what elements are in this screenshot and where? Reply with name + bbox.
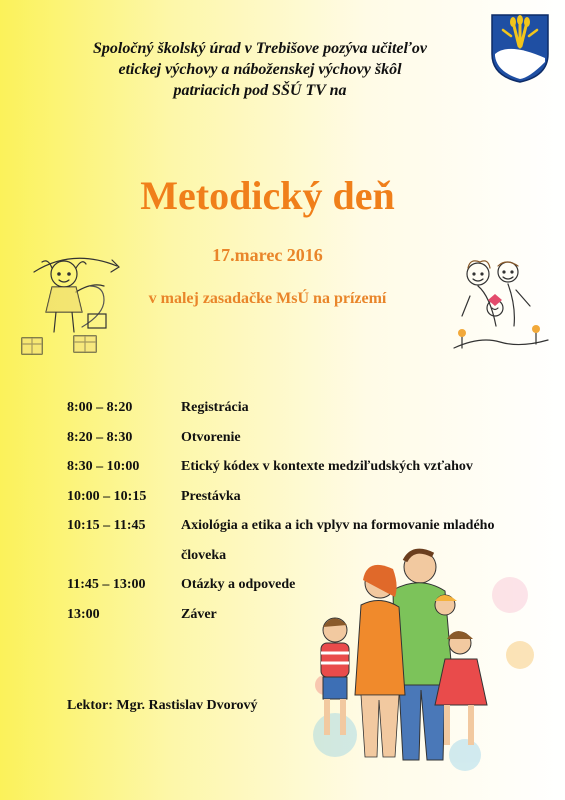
schedule-row — [67, 457, 537, 487]
schedule-row — [67, 398, 537, 428]
event-place: v malej zasadačke MsÚ na prízemí — [148, 290, 387, 307]
schedule-time — [67, 546, 181, 576]
schedule-time: 11:45 – 13:00 — [67, 577, 146, 592]
event-date: 17.marec 2016 — [212, 245, 323, 265]
family-illustration — [295, 535, 545, 785]
coat-of-arms-icon — [489, 12, 551, 84]
schedule-item: Prestávka — [181, 488, 241, 504]
lector-line: Lektor: Mgr. Rastislav Dvorový — [67, 698, 258, 713]
schedule-item: Otázky a odpovede — [181, 577, 296, 592]
schedule-row — [67, 487, 537, 517]
schedule-item: Axiológia a etika a ich vplyv na formovanie mladého — [181, 518, 495, 533]
schedule-time: 10:00 – 10:15 — [67, 488, 147, 504]
schedule-time: 8:30 – 10:00 — [67, 459, 140, 474]
schedule-item: Záver — [181, 606, 217, 622]
child-with-gifts-illustration — [12, 252, 132, 362]
schedule-time: 10:15 – 11:45 — [67, 518, 146, 533]
header-line: Spoločný školský úrad v Trebišove pozýva učiteľov — [93, 40, 427, 57]
schedule-time: 8:20 – 8:30 — [67, 429, 133, 445]
schedule-item: človeka — [181, 547, 227, 563]
page-title: Metodický deň — [140, 173, 395, 218]
schedule-item: Registrácia — [181, 400, 249, 415]
schedule-row — [67, 428, 537, 458]
header-line: etickej výchovy a náboženskej výchovy škôl — [118, 61, 402, 78]
schedule-time: 13:00 — [67, 606, 100, 622]
schedule-item: Otvorenie — [181, 429, 241, 445]
doodle-family-illustration — [440, 256, 555, 356]
invitation-header — [40, 38, 480, 101]
schedule-item: Etický kódex v kontexte medziľudských vzťahov — [181, 459, 473, 474]
header-line: patriacich pod SŠÚ TV na — [173, 82, 347, 99]
schedule-time: 8:00 – 8:20 — [67, 400, 133, 415]
